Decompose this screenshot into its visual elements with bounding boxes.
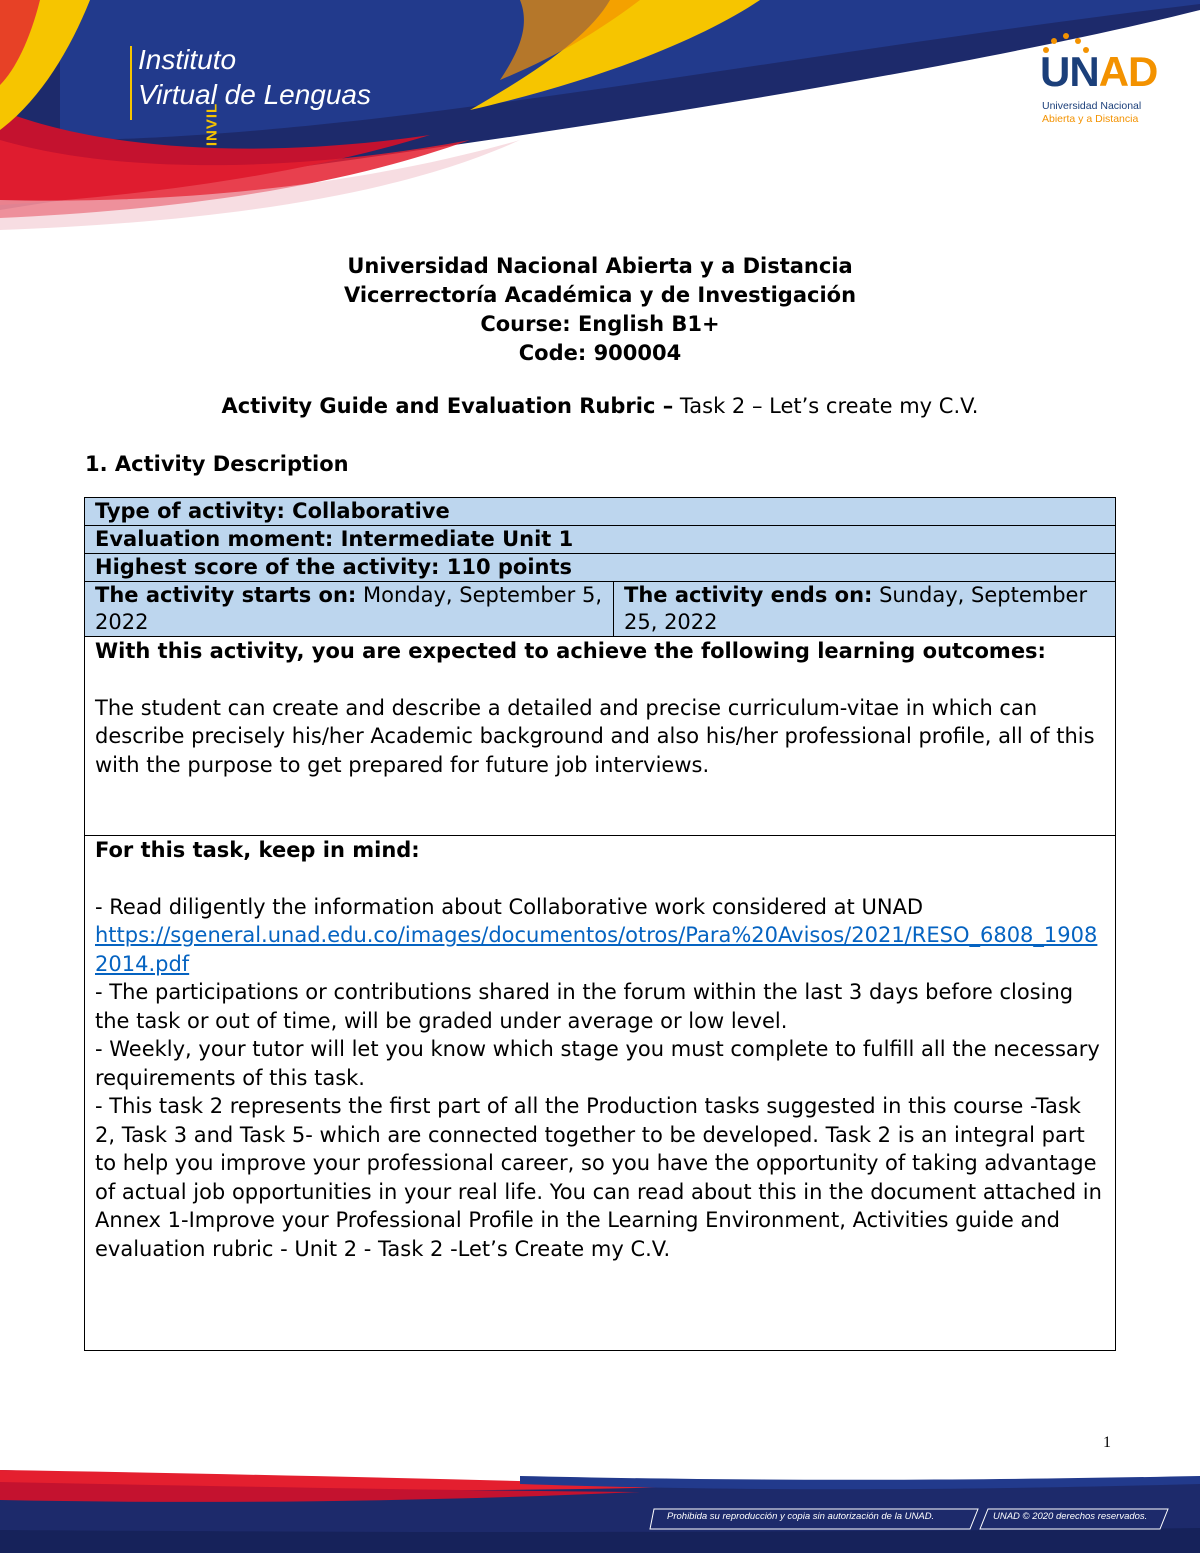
late-participation-note: - The participations or contributions shared in the forum within the last 3 days before closing the task or out of time, will be graded under average or low level.	[95, 980, 1074, 1033]
course-title: Course: English B1+	[480, 312, 720, 336]
table-row	[85, 526, 1116, 554]
copyright-notice: UNAD © 2020 derechos reservados.	[993, 1511, 1148, 1522]
collaborative-work-link[interactable]: https://sgeneral.unad.edu.co/images/documentos/otros/Para%20Avisos/2021/RESO_6808_19082014.pdf	[95, 923, 1098, 976]
table-row	[85, 554, 1116, 582]
university-title: Universidad Nacional Abierta y a Distancia	[347, 254, 853, 278]
outcomes-text: The student can create and describe a detailed and precise curriculum-vitae in which can describe precisely his/her Academic background and also his/her professional profile, all of this with the purpose to get prepared for future job interviews.	[95, 695, 1095, 777]
highest-score-cell: Highest score of the activity: 110 points	[85, 554, 1116, 582]
institute-name-line2: Virtual de Lenguas	[138, 79, 371, 110]
keep-in-mind-cell	[85, 836, 1116, 1351]
unad-subtitle-2: Abierta y a Distancia	[1042, 113, 1139, 125]
unad-logo	[1040, 30, 1165, 130]
guide-title: Activity Guide and Evaluation Rubric – Task 2 – Let’s create my C.V.	[221, 394, 979, 418]
table-row	[85, 637, 1116, 836]
logo-divider	[130, 46, 132, 120]
start-date-cell: The activity starts on: Monday, September 5, 2022	[85, 582, 614, 637]
evaluation-moment-cell: Evaluation moment: Intermediate Unit 1	[85, 526, 1116, 554]
learning-outcomes-cell	[85, 637, 1116, 836]
institute-name-line1: Instituto	[138, 44, 237, 75]
activity-type-cell: Type of activity: Collaborative	[85, 498, 1116, 526]
table-row	[85, 582, 1116, 637]
document-titles	[0, 252, 1200, 368]
reproduction-notice: Prohibida su reproducción y copia sin autorización de la UNAD.	[667, 1511, 935, 1522]
outcomes-heading: With this activity, you are expected to achieve the following learning outcomes:	[95, 639, 1046, 663]
vice-rectory-title: Vicerrectoría Académica y de Investigación	[343, 283, 857, 307]
task-description-note: - This task 2 represents the first part of all the Production tasks suggested in this course -Task 2, Task 3 and Task 5- which are connected together to be developed. Task 2 is an integral part to help you improve your professional career, so you have the opportunity of taking advantage of actual job opportunities in your real life. You can read about this in the document attached in Annex 1-Improve your Professional Profile in the Learning Environment, Activities guide and evaluation rubric - Unit 2 - Task 2 -Let’s Create my C.V.	[95, 1094, 1102, 1261]
unad-subtitle-1: Universidad Nacional	[1042, 100, 1142, 112]
header-banner	[0, 0, 1200, 230]
course-code: Code: 900004	[518, 341, 682, 365]
table-row	[85, 498, 1116, 526]
collaborative-work-note: - Read diligently the information about Collaborative work considered at UNAD	[95, 894, 924, 919]
keep-in-mind-heading: For this task, keep in mind:	[95, 838, 420, 862]
unad-wordmark: UNAD	[1040, 48, 1158, 95]
page-number: 1	[1103, 1434, 1111, 1451]
end-date-cell: The activity ends on: Sunday, September 25, 2022	[614, 582, 1116, 637]
invil-tag: INVIL	[203, 102, 221, 147]
section-heading: 1. Activity Description	[85, 452, 349, 476]
table-row	[85, 836, 1116, 1351]
weekly-stage-note: - Weekly, your tutor will let you know which stage you must complete to fulfill all the necessary requirements of this task.	[95, 1037, 1100, 1090]
activity-description-table	[84, 497, 1116, 1351]
